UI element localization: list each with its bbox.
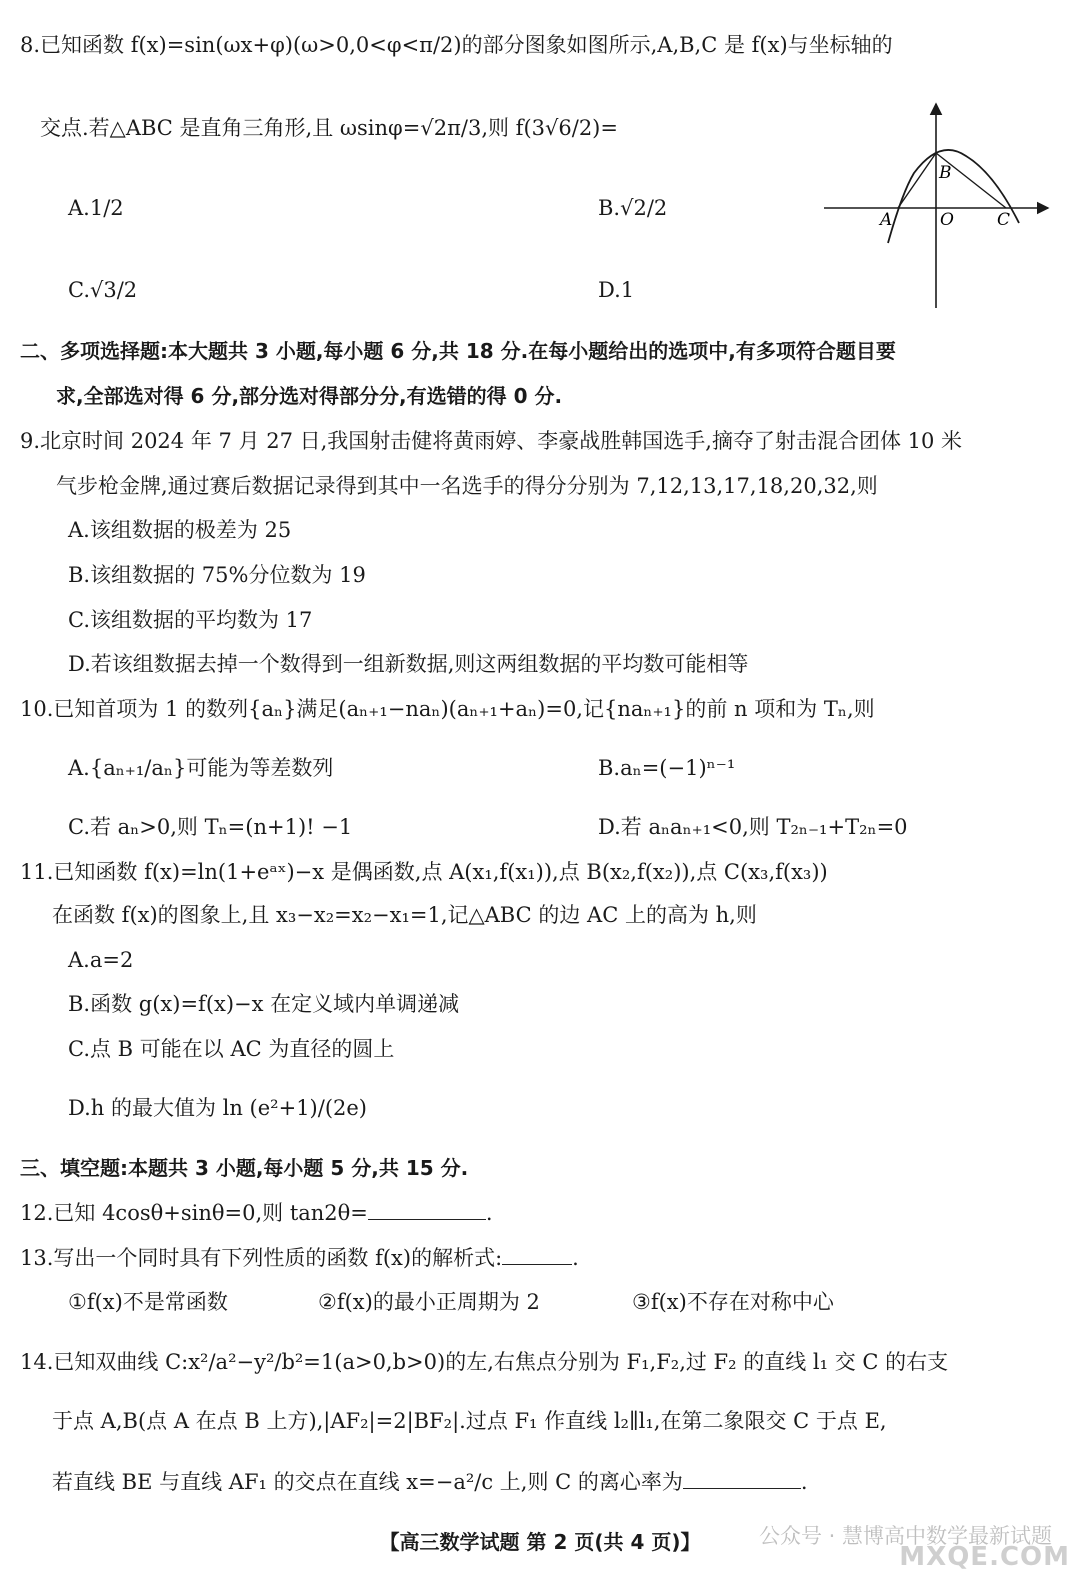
q14-line3 bbox=[52, 1466, 808, 1497]
watermark-text: 公众号 · 慧博高中数学最新试题 bbox=[758, 1524, 1052, 1548]
q11-option-d: D.h 的最大值为 ln (e²+1)/(2e) bbox=[68, 1096, 367, 1120]
section3-line1: 三、填空题:本题共 3 小题,每小题 5 分,共 15 分. bbox=[20, 1156, 469, 1180]
q13-end: . bbox=[572, 1246, 579, 1270]
q11-option-b: B.函数 g(x)=f(x)−x 在定义域内单调递减 bbox=[68, 992, 460, 1016]
q10-option-c: C.若 aₙ>0,则 Tₙ=(n+1)! −1 bbox=[68, 815, 353, 839]
label-o: O bbox=[940, 210, 954, 230]
section2-line2: 求,全部选对得 6 分,部分选对得部分分,有选错的得 0 分. bbox=[56, 384, 563, 408]
q13-text: 13.写出一个同时具有下列性质的函数 f(x)的解析式: bbox=[20, 1246, 503, 1270]
q10-option-b: B.aₙ=(−1)ⁿ⁻¹ bbox=[598, 756, 736, 780]
label-c: C bbox=[997, 210, 1011, 230]
q11-line1: 11.已知函数 f(x)=ln(1+eᵃˣ)−x 是偶函数,点 A(x₁,f(x₁)),点 B(x₂,f(x₂)),点 C(x₃,f(x₃)) bbox=[20, 860, 828, 884]
q12-answer-blank[interactable] bbox=[368, 1197, 486, 1220]
q8-option-c: C.√3/2 bbox=[68, 278, 138, 302]
q8-line2: 交点.若△ABC 是直角三角形,且 ωsinφ=√2π/3,则 f(3√6/2)= bbox=[40, 116, 618, 140]
q12-end: . bbox=[485, 1201, 493, 1225]
q8-function-graph bbox=[818, 98, 1058, 313]
q8-option-a: A.1/2 bbox=[68, 196, 124, 220]
q10-option-a: A.{aₙ₊₁/aₙ}可能为等差数列 bbox=[68, 756, 334, 780]
q14-line2: 于点 A,B(点 A 在点 B 上方),|AF₂|=2|BF₂|.过点 F₁ 作直线 l₂∥l₁,在第二象限交 C 于点 E, bbox=[52, 1409, 887, 1433]
triangle-side-ab bbox=[898, 153, 936, 208]
q9-line2: 气步枪金牌,通过赛后数据记录得到其中一名选手的得分分别为 7,12,13,17,18,20,32,则 bbox=[56, 474, 878, 498]
q14-line1: 14.已知双曲线 C:x²/a²−y²/b²=1(a>0,b>0)的左,右焦点分别为 F₁,F₂,过 F₂ 的直线 l₁ 交 C 的右支 bbox=[20, 1350, 949, 1374]
q9-option-b: B.该组数据的 75%分位数为 19 bbox=[68, 563, 366, 587]
q14-end: . bbox=[800, 1470, 808, 1494]
q11-line2: 在函数 f(x)的图象上,且 x₃−x₂=x₂−x₁=1,记△ABC 的边 AC 上的高为 h,则 bbox=[52, 903, 757, 927]
q13-line bbox=[20, 1242, 579, 1273]
q8-line1: 8.已知函数 f(x)=sin(ωx+φ)(ω>0,0<φ<π/2)的部分图象如图所示,A,B,C 是 f(x)与坐标轴的 bbox=[20, 33, 893, 57]
q14-answer-blank[interactable] bbox=[683, 1466, 801, 1489]
page-footer: 【高三数学试题 第 2 页(共 4 页)】 bbox=[379, 1530, 701, 1554]
label-b: B bbox=[939, 163, 952, 183]
q13-prop-2: ②f(x)的最小正周期为 2 bbox=[318, 1290, 540, 1314]
q13-prop-1: ①f(x)不是常函数 bbox=[68, 1290, 228, 1314]
q12-line bbox=[20, 1197, 493, 1228]
q13-answer-blank[interactable] bbox=[502, 1242, 572, 1265]
q8-option-d: D.1 bbox=[598, 278, 635, 302]
watermark-logo: MXQE.COM bbox=[899, 1542, 1070, 1572]
q9-option-c: C.该组数据的平均数为 17 bbox=[68, 608, 313, 632]
q10-line1: 10.已知首项为 1 的数列{aₙ}满足(aₙ₊₁−naₙ)(aₙ₊₁+aₙ)=0,记{naₙ₊₁}的前 n 项和为 Tₙ,则 bbox=[20, 697, 875, 721]
section2-line1: 二、多项选择题:本大题共 3 小题,每小题 6 分,共 18 分.在每小题给出的选项中,有多项符合题目要 bbox=[20, 339, 896, 363]
q11-option-a: A.a=2 bbox=[68, 948, 134, 972]
q8-option-b: B.√2/2 bbox=[598, 196, 668, 220]
q9-option-a: A.该组数据的极差为 25 bbox=[68, 518, 292, 542]
q13-prop-3: ③f(x)不存在对称中心 bbox=[632, 1290, 834, 1314]
label-a: A bbox=[880, 210, 893, 230]
q9-line1: 9.北京时间 2024 年 7 月 27 日,我国射击健将黄雨婷、李豪战胜韩国选手,摘夺了射击混合团体 10 米 bbox=[20, 429, 963, 453]
q14-line3-text: 若直线 BE 与直线 AF₁ 的交点在直线 x=−a²/c 上,则 C 的离心率为 bbox=[52, 1470, 683, 1494]
q12-text: 12.已知 4cosθ+sinθ=0,则 tan2θ= bbox=[20, 1201, 368, 1225]
q9-option-d: D.若该组数据去掉一个数得到一组新数据,则这两组数据的平均数可能相等 bbox=[68, 652, 749, 676]
q11-option-c: C.点 B 可能在以 AC 为直径的圆上 bbox=[68, 1037, 395, 1061]
q10-option-d: D.若 aₙaₙ₊₁<0,则 T₂ₙ₋₁+T₂ₙ=0 bbox=[598, 815, 908, 839]
